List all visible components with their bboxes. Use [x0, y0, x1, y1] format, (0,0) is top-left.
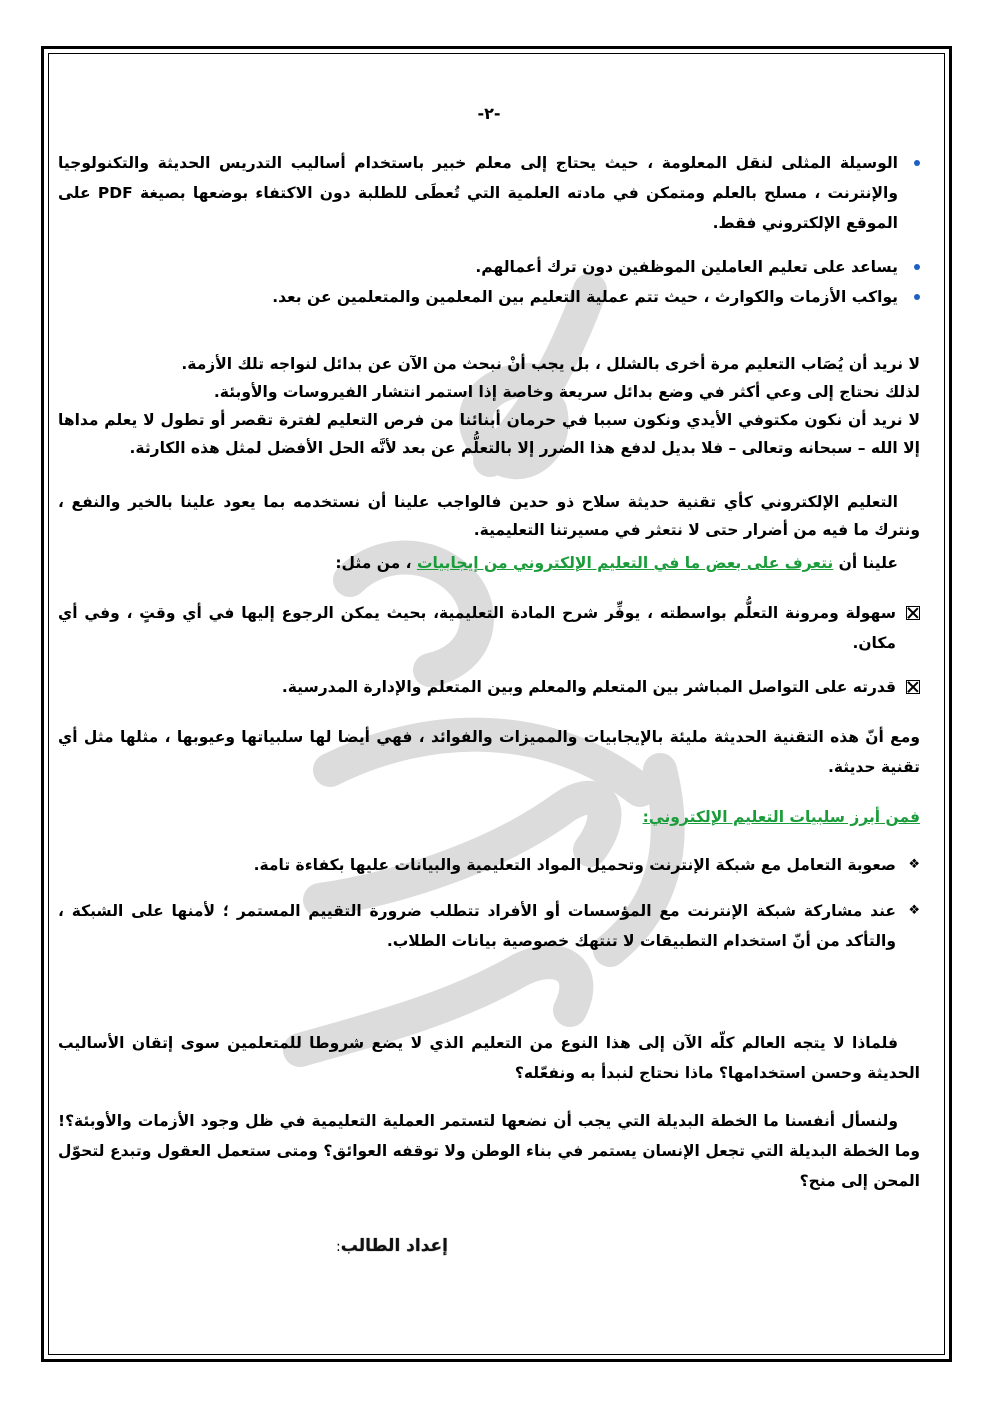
blue-dot-icon — [914, 294, 920, 300]
signature-label: إعداد الطالب — [340, 1236, 448, 1256]
four-diamond-icon: ❖ — [908, 857, 920, 872]
signature-line — [248, 1236, 448, 1256]
advantages-list — [58, 598, 920, 702]
blue-dot-icon — [914, 160, 920, 166]
intro-suffix: ، من مثل: — [335, 554, 417, 572]
list-item-text: قدرته على التواصل المباشر بين المتعلم والمعلم وبين المتعلم والإدارة المدرسية. — [281, 678, 896, 696]
blue-dot-icon — [914, 264, 920, 270]
negatives-list — [58, 850, 920, 956]
paragraph-4: فلماذا لا يتجه العالم كلّه الآن إلى هذا النوع من التعليم الذي لا يضع شروطا للمتعلمين سوى إتقان الأساليب الحديثة وحسن استخدامها؟ ماذا نحتاج لنبدأ به ونفعّله؟ — [58, 1034, 920, 1082]
negatives-heading — [58, 802, 920, 832]
checkbox-x-icon — [906, 606, 920, 620]
list-item — [58, 148, 920, 238]
list-item — [58, 850, 920, 880]
paragraph-1 — [58, 350, 920, 462]
list-item — [58, 252, 920, 282]
paragraph-3: ومع أنّ هذه التقنية الحديثة مليئة بالإيجابيات والمميزات والفوائد ، فهي أيضا لها سلبياتها وعيوبها ، مثلها مثل أي تقنية حديثة. — [58, 728, 920, 776]
intro-prefix: علينا أن — [833, 554, 898, 572]
list-item — [58, 896, 920, 956]
list-item-text: صعوبة التعامل مع شبكة الإنترنت وتحميل المواد التعليمية والبيانات عليها بكفاءة تامة. — [253, 856, 896, 874]
advantages-intro — [58, 548, 920, 578]
page-number: -٢- — [477, 104, 501, 123]
list-item-text: عند مشاركة شبكة الإنترنت مع المؤسسات أو الأفراد تتطلب ضرورة التقييم المستمر ؛ لأمنها على الشبكة ، والتأكد من أنّ استخدام التطبيقات لا تنتهك خصوصية بيانات الطلاب. — [58, 902, 896, 950]
paragraph-line: لذلك نحتاج إلى وعي أكثر في وضع بدائل سريعة وخاصة إذا استمر انتشار الفيروسات والأوبئة. — [213, 383, 920, 401]
negatives-heading-text: فمن أبرز سلبيات التعليم الإلكتروني: — [642, 808, 920, 826]
list-item — [58, 282, 920, 312]
list-item — [58, 672, 920, 702]
list-item — [58, 598, 920, 658]
document-page — [58, 0, 920, 1403]
list-item-text: يساعد على تعليم العاملين الموظفين دون ترك أعمالهم. — [475, 258, 898, 276]
list-item-text: سهولة ومرونة التعلُّم بواسطته ، يوفِّر شرح المادة التعليمية، بحيث يمكن الرجوع إليها في أي وقتٍ ، وفي أي مكان. — [58, 604, 896, 652]
paragraph-5: ولنسأل أنفسنا ما الخطة البديلة التي يجب أن نضعها لتستمر العملية التعليمية في ظل وجود الأزمات والأوبئة؟! وما الخطة البديلة التي تجعل الإنسان يستمر في بناء الوطن ولا توقفه العوائق؟ ومتى ستعمل العقول وتبدع لتحوّل المحن إلى منح؟ — [58, 1112, 920, 1190]
signature-colon: : — [336, 1239, 341, 1255]
top-bullet-list — [58, 148, 920, 312]
advantages-link[interactable]: نتعرف على بعض ما في التعليم الإلكتروني من إيجابيات — [416, 554, 834, 572]
paragraph-2: التعليم الإلكتروني كأي تقنية حديثة سلاح ذو حدين فالواجب علينا أن نستخدمه بما يعود علينا بالخير والنفع ، ونترك ما فيه من أضرار حتى لا نتعثر في مسيرتنا التعليمية. — [58, 493, 920, 539]
four-diamond-icon: ❖ — [908, 903, 920, 918]
list-item-text: يواكب الأزمات والكوارث ، حيث تتم عملية التعليم بين المعلمين والمتعلمين عن بعد. — [272, 288, 898, 306]
checkbox-x-icon — [906, 680, 920, 694]
list-item-text: الوسيلة المثلى لنقل المعلومة ، حيث يحتاج إلى معلم خبير باستخدام أساليب التدريس الحديثة والتكنولوجيا والإنترنت ، مسلح بالعلم ومتمكن في مادته العلمية التي تُعطَى للطلبة دون الاكتفاء بوضعها بصيغة PDF على الموقع الإلكتروني فقط. — [58, 154, 898, 232]
paragraph-line: لا نريد أن نكون مكتوفي الأيدي ونكون سببا في حرمان أبنائنا من فرص التعليم لفترة تقصر أو تطول لا يعلم مداها إلا الله – سبحانه وتعالى – فلا بديل لدفع هذا الضرر إلا بالتعلُّم عن بعد لأنَّه الحل الأفضل لمثل هذه الكارثة. — [58, 411, 920, 457]
paragraph-line: لا نريد أن يُصَاب التعليم مرة أخرى بالشلل ، بل يجب أنْ نبحث من الآن عن بدائل لنواجه تلك الأزمة. — [181, 355, 920, 373]
